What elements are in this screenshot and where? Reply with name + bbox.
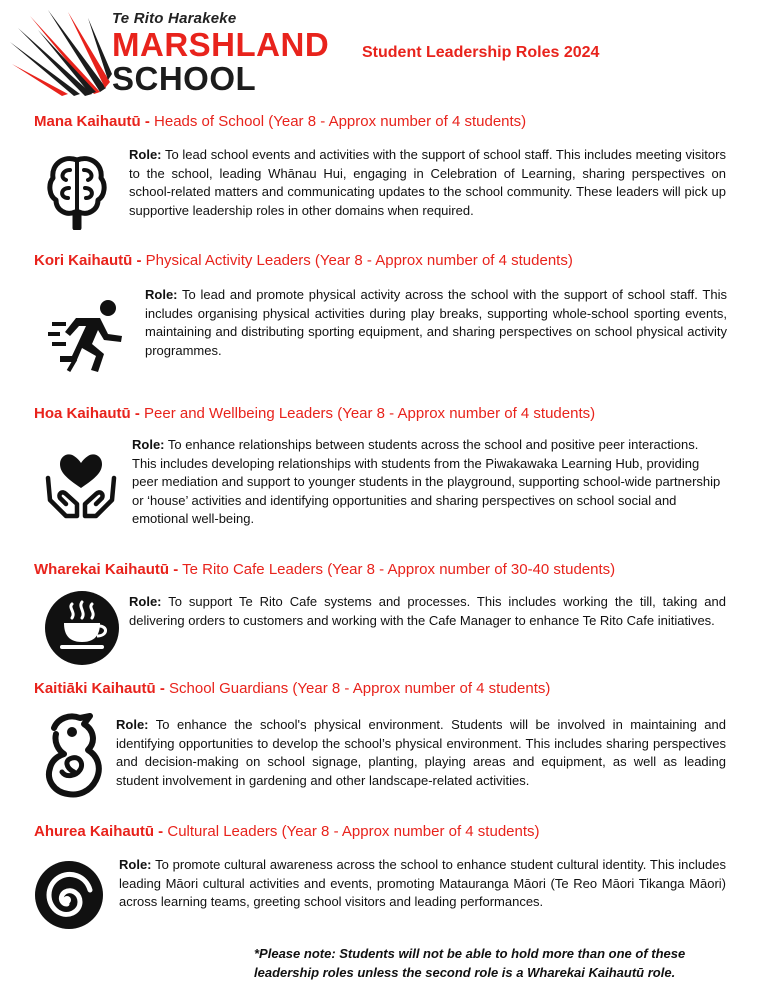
role-text: To promote cultural awareness across the school to enhance student cultural identity. This includes leading Māori cultural activities and events, promoting Matauranga Māori (Te Reo Māori Tikanga Māori) across learning teams, greeting school visitors and leading performances.	[119, 857, 726, 909]
role-heading-mana	[34, 113, 526, 130]
role-label: Role:	[129, 147, 162, 162]
role-description-hoa	[132, 436, 726, 529]
coffee-cup-icon	[44, 590, 120, 666]
role-label: Role:	[129, 594, 162, 609]
brain-icon	[46, 152, 108, 230]
role-subtitle: Heads of School (Year 8 - Approx number of 4 students)	[154, 113, 527, 130]
role-description-mana	[129, 146, 726, 220]
manaia-icon	[44, 712, 106, 800]
role-subtitle: Cultural Leaders (Year 8 - Approx number of 4 students)	[167, 823, 540, 840]
role-name: Kaitiāki Kaihautū -	[34, 680, 165, 697]
role-description-kori	[145, 286, 727, 360]
logo-tagline: Te Rito Harakeke	[112, 10, 237, 27]
role-heading-hoa	[34, 405, 595, 422]
role-description-kaitiaki	[116, 716, 726, 790]
role-name: Hoa Kaihautū -	[34, 405, 140, 422]
koru-icon	[34, 860, 104, 930]
running-person-icon	[48, 296, 128, 376]
role-text: To lead school events and activities with the support of school staff. This includes meeting visitors to the school, leading Whānau Hui, engaging in Celebration of Learning, sharing perspectives on school-related matters and communicating updates to the school community. These leaders will pick up supportive leadership roles in other domains when required.	[129, 147, 726, 218]
role-text: To enhance relationships between students across the school and positive peer interactions. This includes developing relationships with students from the Piwakawaka Learning Hub, providing peer mediation and support to younger students in the playground, supporting school-wide partnership or ‘house’ activities and identifying opportunities and sharing perspectives on school social and emotional well-being.	[132, 437, 721, 526]
role-name: Kori Kaihautū -	[34, 252, 142, 269]
role-text: To enhance the school's physical environment. Students will be involved in maintaining and identifying opportunities to develop the school’s physical environment. This includes sharing perspectives and decision-making on school signage, planting, playing areas and equipment, as well as leading student involvement in gardening and other landscape-related activities.	[116, 717, 726, 788]
role-label: Role:	[119, 857, 152, 872]
role-subtitle: Te Rito Cafe Leaders (Year 8 - Approx number of 30-40 students)	[182, 561, 616, 578]
role-heading-kori	[34, 252, 573, 269]
role-text: To lead and promote physical activity across the school with the support of school staff. This includes organising physical activities during play breaks, supporting whole-school sporting events, maintaining and distributing sporting equipment, and sharing perspectives on school physical activity programmes.	[145, 287, 727, 358]
role-name: Mana Kaihautū -	[34, 113, 150, 130]
role-subtitle: School Guardians (Year 8 - Approx number of 4 students)	[169, 680, 551, 697]
logo-name-line1: MARSHLAND	[112, 26, 330, 63]
school-logo	[8, 8, 330, 97]
heart-in-hands-icon	[44, 448, 118, 522]
role-description-wharekai	[129, 593, 726, 630]
role-heading-kaitiaki	[34, 680, 550, 697]
role-name: Ahurea Kaihautū -	[34, 823, 164, 840]
logo-name-line2: SCHOOL	[112, 60, 257, 97]
role-label: Role:	[145, 287, 178, 302]
role-heading-ahurea	[34, 823, 540, 840]
role-heading-wharekai	[34, 561, 615, 578]
role-label: Role:	[116, 717, 149, 732]
role-label: Role:	[132, 437, 165, 452]
flax-logo-icon	[8, 8, 118, 96]
role-name: Wharekai Kaihautū -	[34, 561, 179, 578]
role-text: To support Te Rito Cafe systems and processes. This includes working the till, taking and delivering orders to customers and working with the Cafe Manager to enhance Te Rito Cafe initiatives.	[129, 594, 726, 628]
role-subtitle: Physical Activity Leaders (Year 8 - Approx number of 4 students)	[145, 252, 573, 269]
document-title: Student Leadership Roles 2024	[362, 44, 600, 61]
role-subtitle: Peer and Wellbeing Leaders (Year 8 - Approx number of 4 students)	[144, 405, 596, 422]
role-description-ahurea	[119, 856, 726, 912]
footer-note: *Please note: Students will not be able to hold more than one of these leadership roles unless the second role is a Wharekai Kaihautū role.	[254, 946, 686, 980]
